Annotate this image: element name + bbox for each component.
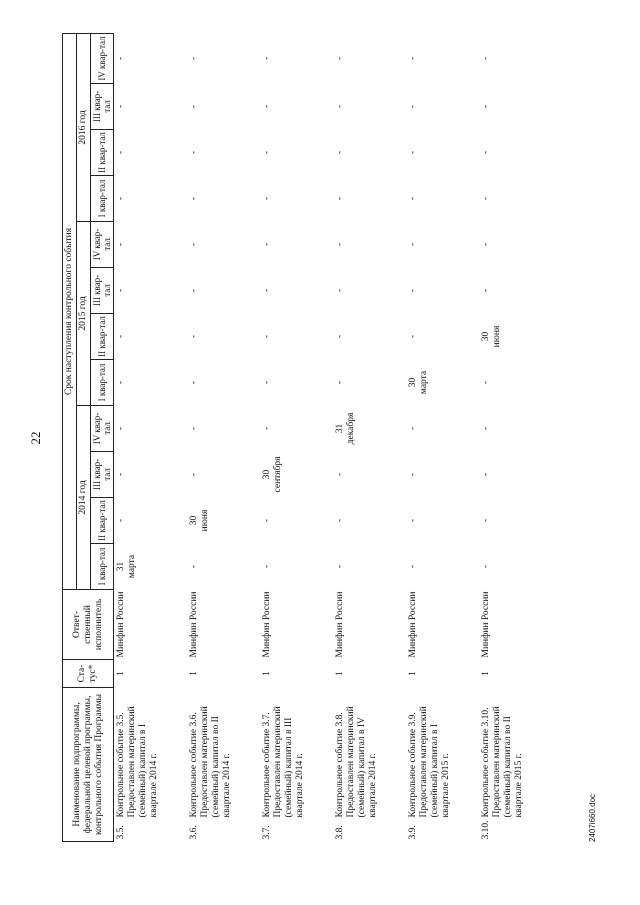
quarter-cell (114, 221, 188, 267)
file-name-footer: 2407i660.doc (588, 793, 597, 842)
status-cell: 1 (481, 671, 491, 676)
quarter-cell (187, 267, 260, 313)
event-name: Контрольное событие 3.5. Предоставлен материнский (семейный) капитал в I квартале 2014 г. (116, 706, 159, 818)
quarter-cell (479, 497, 552, 543)
quarter-day: - (262, 56, 272, 61)
quarter-cell (333, 267, 406, 313)
control-events-table (62, 33, 552, 842)
quarter-day: - (116, 242, 126, 247)
quarter-cell (333, 175, 406, 221)
quarter-cell (333, 83, 406, 129)
executor-cell: Минфин России (481, 591, 491, 658)
quarter-cell (479, 129, 552, 175)
event-name: Контрольное событие 3.8. Предоставлен материнский (семейный) капитал в IV квартале 2014 г. (335, 706, 378, 818)
quarter-cell (187, 175, 260, 221)
table-row (114, 33, 188, 841)
quarter-cell (187, 129, 260, 175)
quarter-cell (479, 359, 552, 405)
quarter-day: - (262, 564, 272, 569)
quarter-day: - (116, 288, 126, 293)
executor-cell: Минфин России (189, 591, 199, 658)
quarter-day: - (116, 426, 126, 431)
quarter-day: - (408, 564, 418, 569)
quarter-day: - (335, 56, 345, 61)
header-quarter: III квар-тал (91, 83, 114, 129)
quarter-day: - (262, 334, 272, 339)
quarter-cell (260, 543, 333, 589)
quarter-day: - (262, 288, 272, 293)
row-number: 3.7. (262, 825, 272, 840)
quarter-cell (333, 451, 406, 497)
executor-cell: Минфин России (408, 591, 418, 658)
table-row (406, 33, 479, 841)
quarter-day: 30 (408, 377, 418, 388)
header-quarter: I квар-тал (91, 359, 114, 405)
quarter-day: - (189, 380, 199, 385)
header-status: Ста-тус* (63, 659, 114, 687)
quarter-day: - (335, 288, 345, 293)
quarter-cell (333, 313, 406, 359)
quarter-day: - (481, 426, 491, 431)
quarter-cell (333, 221, 406, 267)
quarter-day: - (408, 104, 418, 109)
quarter-day: - (189, 150, 199, 155)
quarter-cell (114, 267, 188, 313)
quarter-day: - (335, 334, 345, 339)
quarter-day: - (481, 242, 491, 247)
quarter-cell (114, 497, 188, 543)
quarter-day: - (189, 472, 199, 477)
quarter-cell (260, 129, 333, 175)
quarter-cell (260, 405, 333, 451)
quarter-cell (187, 33, 260, 83)
quarter-day: - (189, 426, 199, 431)
quarter-cell (406, 497, 479, 543)
event-name: Контрольное событие 3.10. Предоставлен материнский (семейный) капитал во II квартале 2015 г. (481, 706, 524, 818)
quarter-day: - (408, 56, 418, 61)
quarter-day: - (335, 472, 345, 477)
quarter-cell (406, 543, 479, 589)
quarter-day: - (481, 196, 491, 201)
quarter-cell (406, 451, 479, 497)
status-cell: 1 (189, 671, 199, 676)
quarter-month: марта (419, 370, 429, 395)
quarter-cell (479, 221, 552, 267)
header-name: Наименование подпрограммы, федеральной целевой программы, контрольного события Программы (63, 687, 114, 841)
quarter-month: марта (127, 554, 137, 579)
quarter-cell (333, 497, 406, 543)
quarter-day: - (116, 518, 126, 523)
status-cell: 1 (116, 671, 126, 676)
quarter-day: - (262, 196, 272, 201)
quarter-day: - (189, 334, 199, 339)
row-number: 3.8. (335, 825, 345, 840)
quarter-day: 30 (481, 331, 491, 342)
quarter-day: - (481, 56, 491, 61)
table-body (114, 33, 553, 841)
quarter-cell (406, 221, 479, 267)
quarter-day: - (408, 288, 418, 293)
quarter-cell (187, 359, 260, 405)
quarter-cell (406, 175, 479, 221)
quarter-day: - (408, 242, 418, 247)
header-quarter: IV квар-тал (91, 221, 114, 267)
quarter-cell (260, 267, 333, 313)
quarter-day: 31 (116, 561, 126, 572)
quarter-day: - (189, 56, 199, 61)
quarter-day: - (481, 380, 491, 385)
quarter-day: - (116, 150, 126, 155)
quarter-cell (479, 83, 552, 129)
quarter-cell (406, 405, 479, 451)
header-year-2014: 2014 год (77, 405, 91, 589)
quarter-day: - (262, 150, 272, 155)
row-number: 3.9. (408, 825, 418, 840)
header-term: Срок наступления контрольного события (63, 33, 77, 589)
quarter-day: - (189, 104, 199, 109)
header-quarter: I квар-тал (91, 543, 114, 589)
status-cell: 1 (262, 671, 272, 676)
quarter-cell (260, 83, 333, 129)
event-name: Контрольное событие 3.7. Предоставлен материнский (семейный) капитал в III квартале 2014 г. (262, 706, 305, 818)
quarter-cell (114, 33, 188, 83)
quarter-day: - (481, 472, 491, 477)
quarter-cell (260, 497, 333, 543)
row-number: 3.6. (189, 825, 199, 840)
quarter-cell (406, 313, 479, 359)
quarter-cell (114, 451, 188, 497)
quarter-cell (260, 33, 333, 83)
quarter-cell (333, 405, 406, 451)
quarter-cell (260, 451, 333, 497)
quarter-cell (114, 175, 188, 221)
executor-cell: Минфин России (262, 591, 272, 658)
quarter-cell (187, 451, 260, 497)
quarter-cell (333, 543, 406, 589)
quarter-day: - (189, 564, 199, 569)
row-number: 3.5. (116, 825, 126, 840)
quarter-cell (406, 83, 479, 129)
status-cell: 1 (408, 671, 418, 676)
row-number: 3.10. (481, 820, 491, 840)
quarter-cell (479, 175, 552, 221)
quarter-day: - (481, 518, 491, 523)
executor-cell: Минфин России (335, 591, 345, 658)
rotated-table-sheet (28, 34, 597, 842)
quarter-cell (114, 129, 188, 175)
quarter-day: - (335, 518, 345, 523)
quarter-month: июня (492, 325, 502, 348)
header-quarter: I квар-тал (91, 175, 114, 221)
event-name: Контрольное событие 3.9. Предоставлен материнский (семейный) капитал в I квартале 2015 г. (408, 706, 451, 818)
quarter-month: декабря (346, 412, 356, 445)
quarter-cell (114, 359, 188, 405)
quarter-cell (187, 543, 260, 589)
quarter-cell (187, 83, 260, 129)
executor-cell: Минфин России (116, 591, 126, 658)
quarter-day: - (408, 426, 418, 431)
quarter-cell (114, 83, 188, 129)
quarter-cell (479, 543, 552, 589)
quarter-day: - (481, 288, 491, 293)
quarter-day: - (335, 104, 345, 109)
quarter-day: - (335, 564, 345, 569)
header-year-2015: 2015 год (77, 221, 91, 405)
quarter-cell (114, 405, 188, 451)
quarter-cell (406, 33, 479, 83)
quarter-day: - (262, 518, 272, 523)
quarter-cell (260, 221, 333, 267)
quarter-day: - (189, 196, 199, 201)
quarter-day: 30 (189, 515, 199, 526)
quarter-day: 30 (262, 469, 272, 480)
quarter-cell (406, 129, 479, 175)
quarter-cell (479, 267, 552, 313)
table-row (333, 33, 406, 841)
quarter-day: - (116, 196, 126, 201)
header-quarter: IV квар-тал (91, 405, 114, 451)
quarter-cell (479, 33, 552, 83)
quarter-day: - (481, 564, 491, 569)
quarter-cell (114, 543, 188, 589)
quarter-day: - (262, 104, 272, 109)
quarter-cell (333, 129, 406, 175)
quarter-cell (333, 33, 406, 83)
event-name: Контрольное событие 3.6. Предоставлен материнский (семейный) капитал во II квартале 2014 г. (189, 706, 232, 818)
quarter-month: сентября (273, 456, 283, 493)
quarter-day: - (116, 104, 126, 109)
header-quarter: III квар-тал (91, 267, 114, 313)
header-quarter: II квар-тал (91, 129, 114, 175)
quarter-cell (114, 313, 188, 359)
quarter-day: - (408, 150, 418, 155)
quarter-day: - (408, 196, 418, 201)
quarter-cell (406, 359, 479, 405)
quarter-cell (260, 175, 333, 221)
quarter-day: - (262, 426, 272, 431)
header-quarter: II квар-тал (91, 313, 114, 359)
quarter-day: - (116, 380, 126, 385)
quarter-day: - (408, 472, 418, 477)
quarter-cell (187, 405, 260, 451)
quarter-cell (187, 497, 260, 543)
table-row (260, 33, 333, 841)
quarter-cell (260, 313, 333, 359)
quarter-cell (406, 267, 479, 313)
page-number: 22 (28, 431, 43, 445)
quarter-day: - (189, 242, 199, 247)
quarter-day: - (262, 242, 272, 247)
quarter-day: - (408, 518, 418, 523)
header-year-2016: 2016 год (77, 33, 91, 221)
quarter-cell (479, 313, 552, 359)
quarter-cell (187, 221, 260, 267)
header-quarter: III квар-тал (91, 451, 114, 497)
quarter-cell (187, 313, 260, 359)
header-quarter: II квар-тал (91, 497, 114, 543)
quarter-day: - (335, 150, 345, 155)
header-quarter: IV квар-тал (91, 33, 114, 83)
quarter-day: - (262, 380, 272, 385)
header-executor: Ответ-ственный исполнитель (63, 589, 114, 659)
quarter-cell (333, 359, 406, 405)
quarter-cell (260, 359, 333, 405)
quarter-cell (479, 405, 552, 451)
table-row (479, 33, 552, 841)
quarter-day: - (335, 380, 345, 385)
quarter-day: - (481, 104, 491, 109)
quarter-day: - (335, 196, 345, 201)
status-cell: 1 (335, 671, 345, 676)
quarter-day: - (116, 472, 126, 477)
quarter-day: - (116, 56, 126, 61)
quarter-month: июня (200, 509, 210, 532)
quarter-day: - (116, 334, 126, 339)
quarter-cell (479, 451, 552, 497)
quarter-day: - (335, 242, 345, 247)
quarter-day: - (189, 288, 199, 293)
table-row (187, 33, 260, 841)
quarter-day: - (408, 334, 418, 339)
quarter-day: 31 (335, 423, 345, 434)
quarter-day: - (481, 150, 491, 155)
